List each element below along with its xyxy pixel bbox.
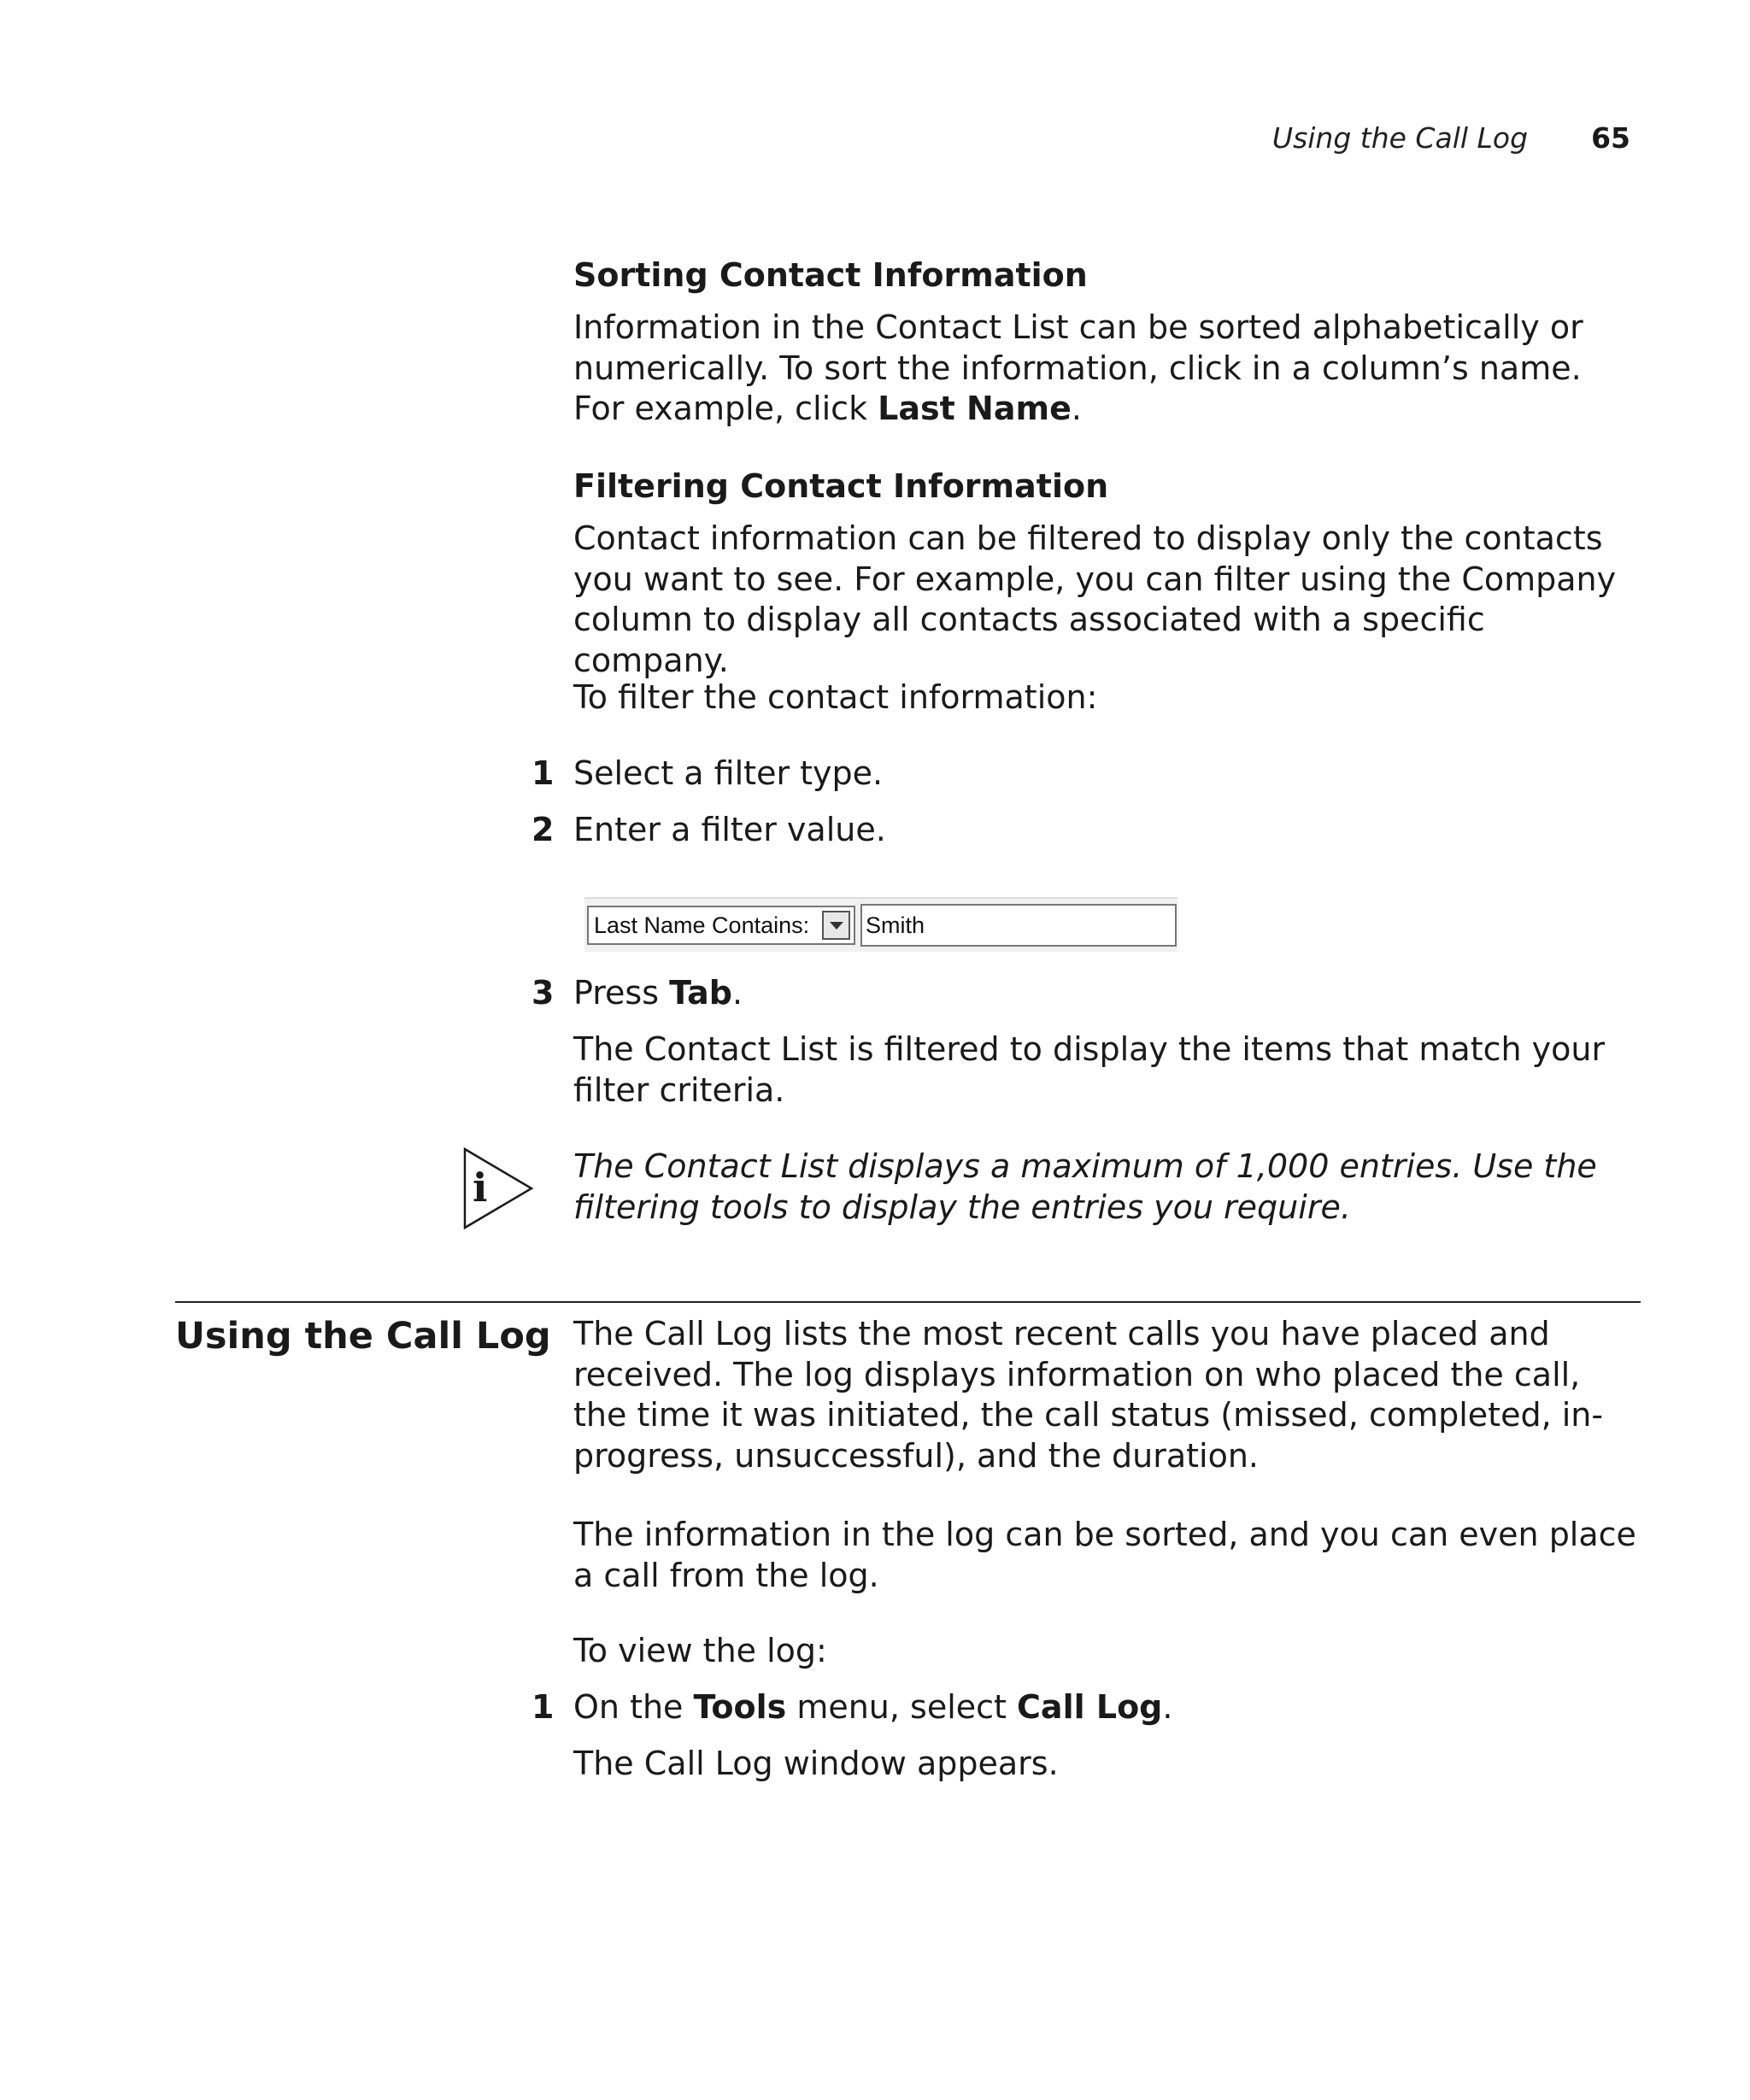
page-number: 65 bbox=[1591, 121, 1630, 155]
filter-value-input[interactable]: Smith bbox=[860, 904, 1177, 947]
filter-type-value: Last Name Contains: bbox=[594, 912, 810, 938]
call-log-result: The Call Log window appears. bbox=[573, 1745, 1059, 1782]
step-text: Enter a filter value. bbox=[573, 811, 886, 848]
sorting-body: Information in the Contact List can be sorted alphabetically or numerically. To sort the information, click in a column’s name. For example, click Last Name. bbox=[573, 308, 1583, 427]
running-head bbox=[1272, 121, 1630, 155]
running-head-title: Using the Call Log bbox=[1271, 121, 1529, 155]
tools-menu-term: Tools bbox=[693, 1688, 787, 1726]
step-text: On the Tools menu, select Call Log. bbox=[573, 1688, 1173, 1726]
filter-type-select[interactable] bbox=[587, 906, 855, 945]
filtering-body: Contact information can be filtered to display only the contacts you want to see. For example, you can filter using the Company column to display all contacts associated with a specific company. bbox=[573, 519, 1617, 679]
note-text: The Contact List displays a maximum of 1,000 entries. Use the filtering tools to display the entries you require. bbox=[573, 1147, 1597, 1226]
step-number: 2 bbox=[531, 811, 555, 848]
filtering-intro: To filter the contact information: bbox=[573, 678, 1098, 716]
call-log-body-2: The information in the log can be sorted, and you can even place a call from the log. bbox=[573, 1516, 1636, 1594]
step-number: 1 bbox=[531, 754, 555, 792]
filtering-heading: Filtering Contact Information bbox=[573, 467, 1109, 505]
svg-text:i: i bbox=[473, 1164, 488, 1211]
tab-key-term: Tab bbox=[669, 974, 732, 1012]
call-log-heading: Using the Call Log bbox=[175, 1315, 551, 1358]
filter-widget bbox=[584, 897, 1177, 952]
step-text: Press Tab. bbox=[573, 974, 743, 1012]
info-note-icon bbox=[461, 1147, 535, 1230]
call-log-body-1: The Call Log lists the most recent calls you have placed and received. The log displays information on who placed the call, the time it was initiated, the call status (missed, completed, in-progress, unsuccessful), and the duration. bbox=[573, 1315, 1604, 1475]
chevron-down-icon[interactable] bbox=[822, 911, 850, 940]
step-text: Select a filter type. bbox=[573, 754, 884, 792]
section-divider bbox=[175, 1301, 1641, 1303]
sorting-heading: Sorting Contact Information bbox=[573, 256, 1088, 294]
last-name-term: Last Name bbox=[878, 390, 1072, 427]
filter-result: The Contact List is filtered to display the items that match your filter criteria. bbox=[573, 1030, 1606, 1109]
call-log-term: Call Log bbox=[1017, 1688, 1163, 1726]
step-number: 1 bbox=[531, 1688, 555, 1726]
step-number: 3 bbox=[531, 974, 555, 1012]
call-log-intro: To view the log: bbox=[573, 1632, 827, 1669]
